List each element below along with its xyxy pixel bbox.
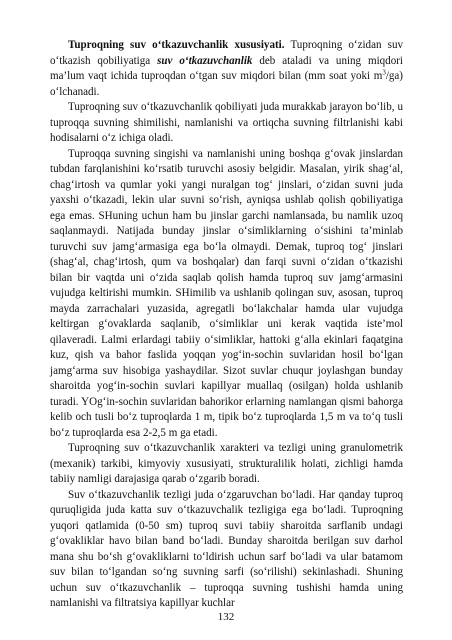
paragraph-4: Tuproqning suv o‘tkazuvchanlik xarakteri va tezligi uning granulometrik (mexanik) tarkibi, kimyoviy xususiyati, strukturalilik holati, zichligi hamda tabiiy namligi darajasiga qarab o‘zgarib boradi.: [50, 442, 403, 485]
paragraph-1-text-b: deb ataladi va uning miqdori ma’lum vaqt ichida tuproqdan o‘tgan suv miqdori bilan (mm soat yoki m: [50, 54, 403, 82]
term-suv-otkazuvchanlik: suv o‘tkazuvchanlik: [157, 54, 253, 67]
section-heading: Tuproqning suv o‘tkazuvchanlik xususiyati.: [68, 39, 285, 51]
paragraph-1-text-c: /ga) o‘lchanadi.: [50, 70, 403, 98]
superscript-3: 3: [382, 68, 386, 77]
paragraph-1-text-a: Tuproqning o‘zidan suv o‘tkazish qobiliyatiga: [50, 39, 403, 67]
paragraph-2: Tuproqning suv o‘tkazuvchanlik qobiliyati juda murakkab jarayon bo‘lib, u tuproqqa suvning shimilishi, namlanishi va ortiqcha suvning filtrlanishi kabi hodisalarni o‘z ichiga oladi.: [50, 101, 403, 144]
paragraph-5: Suv o‘tkazuvchanlik tezligi juda o‘zgaruvchan bo‘ladi. Har qanday tuproq quruqligida juda katta suv o‘tkazuvchalik tezligiga ega bo‘ladi. Tuproqning yuqori qatlamida (0-50 sm) tuproq suvi tabiiy sharoitda sarflanib undagi g‘ovakliklar havo bilan band bo‘ladi. Bunday sharoitda berilgan suv darhol mana shu bo‘sh g‘ovakliklarni to‘ldirish uchun sarf bo‘ladi va ular batamom suv bilan to‘lgandan so‘ng suvning sarfi (so‘rilishi) sekinlashadi. Shuning uchun suv o‘tkazuvchanlik – tuproqqa suvning tushishi hamda uning namlanishi va filtratsiya kapillyar kuchlar: [50, 488, 403, 609]
paragraph-3: Tuproqqa suvning singishi va namlanishi uning boshqa g‘ovak jinslardan tubdan farqlanishini ko‘rsatib turuvchi asosiy belgidir. Masalan, yirik shag‘al, chag‘irtosh va qumlar yoki yangi nuralgan tog‘ jinslari, o‘zidan suvni juda yaxshi o‘tkazadi, lekin ular suvni so‘rish, ayniqsa ushlab qolish qobiliyatiga ega emas. SHuning uchun ham bu jinslar garchi namlansada, bu namlik uzoq saqlanmaydi. Natijada bunday jinslar o‘simliklarning o‘sishini ta’minlab turuvchi suv jamg‘armasiga ega bo‘la olmaydi. Demak, tuproq tog‘ jinslari (shag‘al, chag‘irtosh, qum va boshqalar) dan farqi suvni o‘zidan o‘tkazishi bilan bir vaqtda uni o‘zida saqlab qolish hamda tuproq suv jamg‘armasini vujudga keltirishi mumkin. SHimilib va ushlanib qolingan suv, asosan, tuproq mayda zarrachalari yuzasida, agregatli bo‘lakchalar hamda ular vujudga keltirgan g‘ovaklarda saqlanib, o‘simliklar uni kerak vaqtida iste’mol qilaveradi. Lalmi erlardagi tabiiy o‘simliklar, hattoki g‘alla ekinlari faqatgina kuz, qish va bahor faslida yoqqan yog‘in-sochin suvlaridan hosil bo‘lgan jamg‘arma suv hisobiga yashaydilar. Sizot suvlar chuqur joylashgan bunday sharoitda yog‘in-sochin suvlari kapillyar muallaq (osilgan) holda ushlanib turadi. YOg‘in-sochin suvlaridan bahorikor erlarning namlangan qismi bahorga kelib och tusli bo‘z tuproqlarda 1 m, tipik bo‘z tuproqlarda 1,5 m va to‘q tusli bo‘z tuproqlarda esa 2-2,5 m ga etadi.: [50, 147, 403, 439]
paragraph-1: [50, 38, 403, 100]
page-number: 132: [217, 611, 235, 623]
body-text: [50, 38, 403, 612]
